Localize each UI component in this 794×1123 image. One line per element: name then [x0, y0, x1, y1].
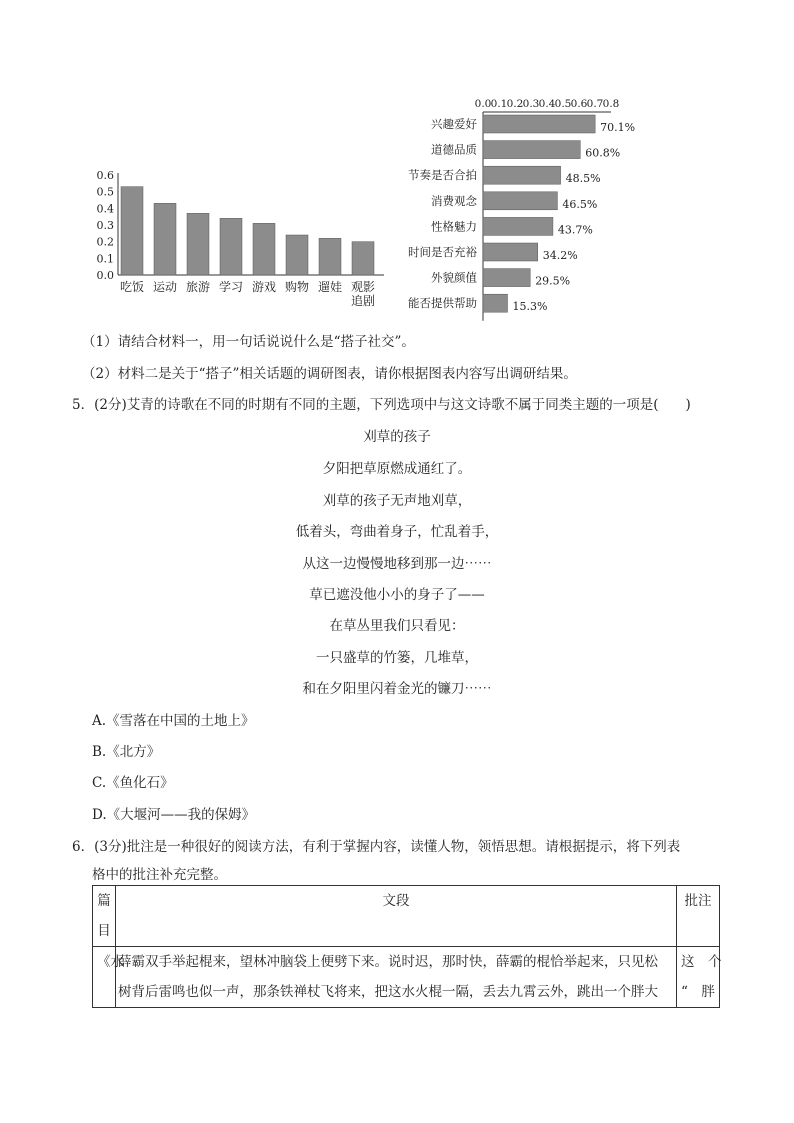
- y-tick-label: 性格魅力: [431, 219, 477, 234]
- option-c[interactable]: C.《鱼化石》: [92, 775, 174, 791]
- x-tick-label: 0.3: [522, 98, 540, 110]
- x-tick-label: 0.8: [602, 98, 620, 110]
- bar: [483, 166, 561, 184]
- y-tick-label: 时间是否充裕: [408, 245, 477, 259]
- y-tick-label: 0.5: [96, 185, 114, 199]
- bar: [483, 269, 530, 287]
- data-label: 43.7%: [557, 223, 593, 237]
- x-tick-label: 旅游: [185, 280, 211, 294]
- poem-line: 从这一边慢慢地移到那一边⋯⋯: [302, 556, 492, 572]
- q4-subquestion-2: （2）材料二是关于“搭子”相关话题的调研图表，请你根据图表内容写出调研结果。: [82, 366, 577, 382]
- x-tick-label: 0.2: [506, 98, 524, 110]
- annotation-line: “ 胖: [681, 984, 715, 1000]
- option-b[interactable]: B.《北方》: [92, 744, 161, 760]
- bar: [154, 203, 176, 275]
- poem-line: 一只盛草的竹篓，几堆草，: [316, 650, 478, 666]
- y-tick-label: 消费观念: [431, 193, 477, 208]
- x-tick-label: 运动: [152, 280, 178, 294]
- data-label: 60.8%: [585, 146, 621, 160]
- y-tick-label: 节奏是否合拍: [408, 168, 477, 183]
- x-tick-label: 遛娃: [317, 280, 343, 294]
- poem-line: 低着头，弯曲着身子，忙乱着手，: [295, 524, 499, 540]
- poem-line: 在草丛里我们只看见：: [329, 618, 465, 634]
- data-label: 15.3%: [512, 300, 548, 314]
- data-label: 29.5%: [535, 274, 571, 288]
- bar: [220, 218, 242, 275]
- x-tick-label: 0.1: [490, 98, 508, 110]
- bar: [483, 115, 595, 133]
- activity-bar-chart: [90, 165, 390, 315]
- option-d[interactable]: D.《大堰河——我的保姆》: [92, 807, 256, 823]
- x-tick-label: 观影: [350, 280, 376, 294]
- y-tick-label: 0.3: [96, 219, 114, 232]
- y-tick-label: 0.2: [96, 235, 114, 249]
- data-label: 48.5%: [565, 172, 601, 186]
- poem-title: 刈草的孩子: [363, 429, 431, 445]
- passage-line: 树背后雷鸣也似一声，那条铁禅杖飞将来，把这水火棍一隔，丢去九霄云外，跳出一个胖大: [118, 984, 658, 1000]
- y-tick-label: 兴趣爱好: [431, 117, 477, 131]
- bar: [253, 223, 275, 275]
- x-tick-label: 0.6: [570, 98, 588, 110]
- poem-line: 和在夕阳里闪着金光的镰刀⋯⋯: [302, 681, 492, 697]
- bar: [187, 213, 209, 275]
- header-passage: 文段: [116, 886, 677, 947]
- y-tick-label: 能否提供帮助: [408, 296, 477, 311]
- cell-annotation[interactable]: [677, 947, 720, 1008]
- x-tick-label: 追剧: [350, 294, 376, 308]
- poem-line: 草已遮没他小小的身子了——: [309, 587, 485, 603]
- factor-hbar-chart: [395, 92, 655, 322]
- bar: [483, 294, 507, 312]
- data-label: 70.1%: [600, 121, 636, 134]
- x-tick-label: 游戏: [251, 280, 277, 294]
- option-a[interactable]: A.《雪落在中国的土地上》: [92, 713, 255, 729]
- poem-line: 夕阳把草原燃成通红了。: [322, 461, 472, 477]
- annotation-line: 这 个: [681, 954, 722, 970]
- q4-subquestion-1: （1）请结合材料一，用一句话说说什么是“搭子社交”。: [82, 334, 415, 350]
- x-tick-label: 0.4: [538, 98, 556, 110]
- bar: [121, 187, 143, 275]
- y-tick-label: 道德品质: [431, 142, 477, 157]
- x-tick-label: 吃饭: [119, 280, 145, 294]
- header-title: 篇目: [93, 886, 116, 947]
- annotation-table: [92, 885, 720, 1008]
- bar: [286, 235, 308, 275]
- q5-stem: 5．(2分)艾青的诗歌在不同的时期有不同的主题，下列选项中与这文诗歌不属于同类主题的一项是( ): [72, 397, 691, 413]
- table-header-row: [93, 886, 720, 947]
- q6-stem-line2: 格中的批注补充完整。: [92, 867, 227, 883]
- x-tick-label: 购物: [284, 280, 310, 294]
- y-tick-label: 0.0: [96, 269, 114, 282]
- cell-passage: [116, 947, 677, 1008]
- cell-title: 《水: [93, 947, 116, 1008]
- x-tick-label: 学习: [218, 280, 244, 294]
- y-tick-label: 外貌颜值: [431, 270, 477, 285]
- y-tick-label: 0.4: [96, 202, 114, 216]
- x-tick-label: 0.5: [554, 98, 572, 110]
- x-tick-label: 0.0: [474, 98, 492, 110]
- y-tick-label: 0.1: [96, 252, 114, 266]
- bar: [483, 217, 553, 235]
- x-tick-label: 0.7: [586, 98, 604, 110]
- data-label: 34.2%: [542, 249, 578, 262]
- passage-line: 薛霸双手举起棍来，望林冲脑袋上便劈下来。说时迟，那时快，薛霸的棍恰举起来，只见松: [118, 954, 658, 970]
- table-row: [93, 947, 720, 1008]
- bar: [352, 242, 374, 275]
- data-label: 46.5%: [562, 197, 598, 211]
- header-annotation: 批注: [677, 886, 720, 947]
- y-tick-label: 0.6: [96, 169, 114, 182]
- bar: [483, 243, 538, 261]
- q6-stem-line1: 6．(3分)批注是一种很好的阅读方法，有利于掌握内容，读懂人物，领悟思想。请根据提示，将下列表: [72, 839, 681, 855]
- bar: [483, 141, 580, 159]
- bar: [483, 192, 557, 210]
- bar: [319, 238, 341, 275]
- poem-line: 刈草的孩子无声地刈草，: [322, 493, 472, 509]
